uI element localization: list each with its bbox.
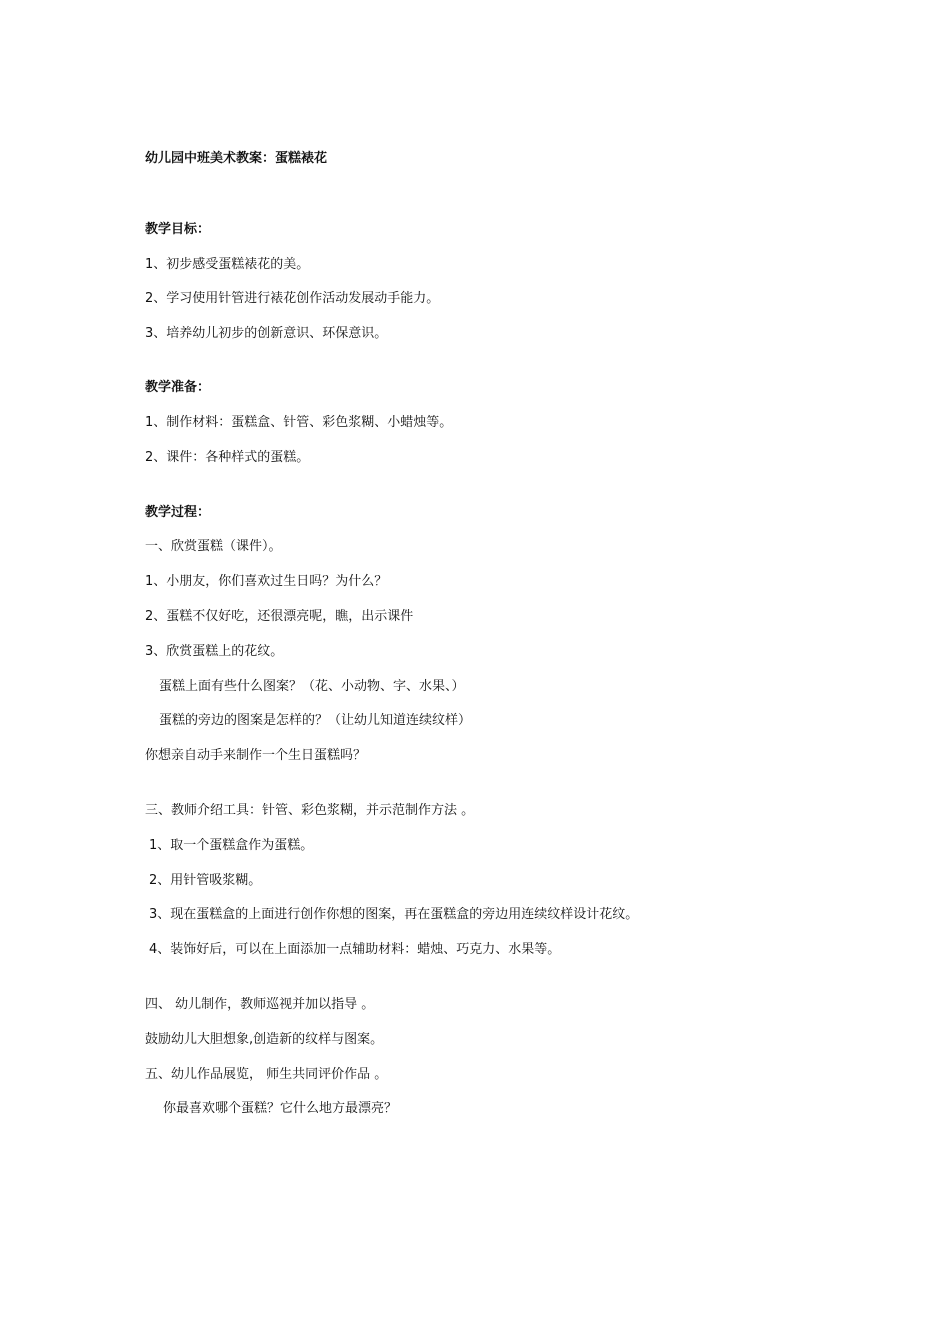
section1-item-3: 3、欣赏蛋糕上的花纹。 bbox=[145, 644, 284, 659]
objective-item-2: 2、学习使用针管进行裱花创作活动发展动手能力。 bbox=[145, 291, 440, 306]
objective-item-1: 1、初步感受蛋糕裱花的美。 bbox=[145, 257, 310, 272]
section1-item-2: 2、蛋糕不仅好吃，还很漂亮呢，瞧，出示课件 bbox=[145, 609, 414, 624]
section3-item-2: 2、用针管吸浆糊。 bbox=[149, 873, 262, 888]
preparation-item-2: 2、课件：各种样式的蛋糕。 bbox=[145, 450, 310, 465]
section3-item-4: 4、装饰好后，可以在上面添加一点辅助材料：蜡烛、巧克力、水果等。 bbox=[149, 942, 561, 957]
section1-question-2: 蛋糕的旁边的图案是怎样的？（让幼儿知道连续纹样） bbox=[159, 713, 472, 728]
preparation-item-1: 1、制作材料：蛋糕盒、针管、彩色浆糊、小蜡烛等。 bbox=[145, 415, 453, 430]
objective-item-3: 3、培养幼儿初步的创新意识、环保意识。 bbox=[145, 326, 388, 341]
section1-item-1: 1、小朋友，你们喜欢过生日吗？为什么？ bbox=[145, 574, 388, 589]
section3-item-3: 3、现在蛋糕盒的上面进行创作你想的图案，再在蛋糕盒的旁边用连续纹样设计花纹。 bbox=[149, 907, 639, 922]
section4-note: 鼓励幼儿大胆想象,创造新的纹样与图案。 bbox=[145, 1032, 384, 1047]
document-title: 幼儿园中班美术教案：蛋糕裱花 bbox=[145, 151, 328, 166]
section1-closing: 你想亲自动手来制作一个生日蛋糕吗？ bbox=[145, 748, 367, 763]
section5-heading: 五、幼儿作品展览， 师生共同评价作品 。 bbox=[145, 1067, 388, 1082]
section1-heading: 一、欣赏蛋糕（课件）。 bbox=[145, 539, 282, 554]
section3-item-1: 1、取一个蛋糕盒作为蛋糕。 bbox=[149, 838, 314, 853]
preparation-heading: 教学准备： bbox=[145, 380, 211, 395]
section3-heading: 三、教师介绍工具：针管、彩色浆糊，并示范制作方法 。 bbox=[145, 803, 475, 818]
section1-question-1: 蛋糕上面有些什么图案？（花、小动物、字、水果、） bbox=[159, 679, 465, 694]
section5-question: 你最喜欢哪个蛋糕？它什么地方最漂亮？ bbox=[163, 1101, 398, 1116]
objectives-heading: 教学目标： bbox=[145, 222, 211, 237]
process-heading: 教学过程： bbox=[145, 505, 211, 520]
section4-heading: 四、 幼儿制作，教师巡视并加以指导 。 bbox=[145, 997, 375, 1012]
